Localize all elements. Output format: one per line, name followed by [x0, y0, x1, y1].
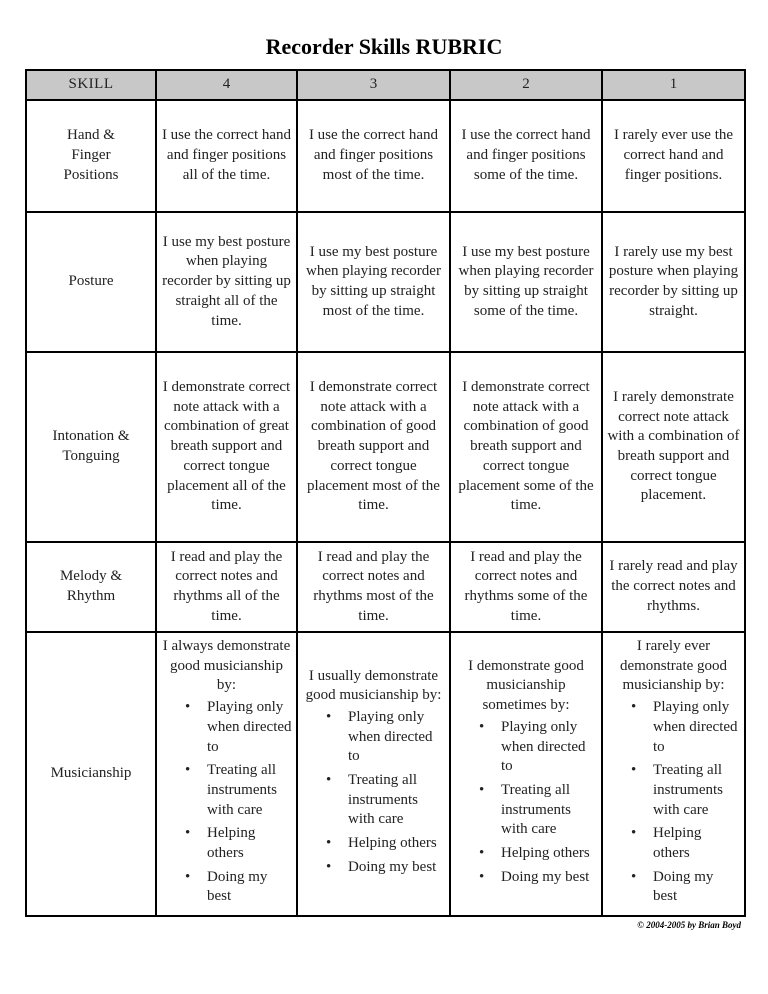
skill-header: SKILL	[26, 70, 156, 100]
list-item: • Helping others	[185, 825, 256, 862]
list-item: • Doing my best	[185, 868, 268, 905]
musicianship-cell	[450, 632, 602, 916]
musicianship-cell	[297, 632, 450, 916]
bullet-icon: •	[479, 845, 485, 862]
skill-name: Hand & Finger Positions	[26, 100, 156, 212]
descriptor-cell: I read and play the correct notes and rhythms all of the time.	[156, 542, 297, 632]
descriptor-cell: I rarely ever use the correct hand and finger positions.	[602, 100, 745, 212]
list-item: • Helping others	[631, 825, 702, 862]
bullet-icon: •	[631, 868, 637, 885]
bullet-icon: •	[185, 868, 191, 885]
descriptor-cell: I rarely read and play the correct notes and rhythms.	[602, 542, 745, 632]
level-header-3: 3	[297, 70, 450, 100]
skill-name: Musicianship	[26, 632, 156, 916]
descriptor-cell: I rarely demonstrate correct note attack with a combination of breath support and correct tongue placement.	[602, 352, 745, 542]
bullet-icon: •	[185, 825, 191, 842]
bullet-icon: •	[479, 781, 485, 798]
rubric-table	[25, 69, 746, 917]
skill-name: Melody & Rhythm	[26, 542, 156, 632]
list-item: • Treating all instruments with care	[631, 762, 723, 818]
descriptor-cell: I use my best posture when playing recorder by sitting up straight most of the time.	[297, 212, 450, 352]
descriptor-cell: I read and play the correct notes and rhythms most of the time.	[297, 542, 450, 632]
descriptor-cell: I use the correct hand and finger positions all of the time.	[156, 100, 297, 212]
list-item: • Playing only when directed to	[479, 718, 586, 775]
skill-name: Intonation & Tonguing	[26, 352, 156, 542]
descriptor-cell: I demonstrate correct note attack with a combination of great breath support and correct tongue placement all of the time.	[156, 352, 297, 542]
list-item: • Treating all instruments with care	[326, 772, 418, 828]
bullet-icon: •	[326, 835, 332, 852]
list-item: • Doing my best	[348, 858, 446, 882]
table-row	[26, 100, 745, 212]
table-row	[26, 352, 745, 542]
bullet-icon: •	[631, 825, 637, 842]
musicianship-cell	[156, 632, 297, 916]
page-title: Recorder Skills RUBRIC	[265, 34, 503, 59]
behavior-list	[301, 708, 446, 882]
level-header-1: 1	[602, 70, 745, 100]
behavior-list	[454, 718, 598, 892]
descriptor-cell: I use the correct hand and finger positions some of the time.	[450, 100, 602, 212]
behavior-list	[160, 698, 293, 911]
bullet-icon: •	[479, 718, 485, 735]
descriptor-intro: I usually demonstrate good musicianship by:	[305, 667, 442, 704]
list-item: • Playing only when directed to	[185, 699, 292, 755]
bullet-icon: •	[185, 762, 191, 779]
bullet-icon: •	[326, 708, 332, 725]
list-item: • Doing my best	[501, 868, 598, 892]
descriptor-cell: I use my best posture when playing recorder by sitting up straight all of the time.	[156, 212, 297, 352]
bullet-icon: •	[326, 772, 332, 789]
musicianship-cell	[602, 632, 745, 916]
table-row	[26, 632, 745, 916]
header-row	[26, 70, 745, 100]
table-row	[26, 212, 745, 352]
list-item: • Helping others	[348, 834, 446, 858]
descriptor-cell: I use the correct hand and finger positions most of the time.	[297, 100, 450, 212]
behavior-list	[606, 698, 741, 911]
copyright-notice: © 2004-2005 by Brian Boyd	[637, 920, 741, 930]
descriptor-cell: I demonstrate correct note attack with a combination of good breath support and correct tongue placement most of the time.	[297, 352, 450, 542]
bullet-icon: •	[326, 858, 332, 875]
bullet-icon: •	[479, 868, 485, 885]
descriptor-intro: I demonstrate good musicianship sometimes by:	[468, 657, 584, 714]
descriptor-cell: I demonstrate correct note attack with a combination of good breath support and correct tongue placement some of the time.	[450, 352, 602, 542]
bullet-icon: •	[631, 699, 637, 716]
descriptor-cell: I read and play the correct notes and rhythms some of the time.	[450, 542, 602, 632]
level-header-4: 4	[156, 70, 297, 100]
list-item: • Playing only when directed to	[631, 699, 738, 755]
table-row	[26, 542, 745, 632]
list-item: • Helping others	[501, 844, 598, 868]
skill-name: Posture	[26, 212, 156, 352]
descriptor-cell: I use my best posture when playing recorder by sitting up straight some of the time.	[450, 212, 602, 352]
list-item: • Playing only when directed to	[326, 708, 433, 765]
bullet-icon: •	[631, 762, 637, 779]
level-header-2: 2	[450, 70, 602, 100]
list-item: • Doing my best	[631, 868, 714, 905]
descriptor-intro: I always demonstrate good musicianship by:	[162, 638, 291, 694]
list-item: • Treating all instruments with care	[479, 781, 571, 838]
descriptor-cell: I rarely use my best posture when playing recorder by sitting up straight.	[602, 212, 745, 352]
bullet-icon: •	[185, 699, 191, 716]
list-item: • Treating all instruments with care	[185, 762, 277, 818]
descriptor-intro: I rarely ever demonstrate good musicianship by:	[619, 638, 728, 694]
